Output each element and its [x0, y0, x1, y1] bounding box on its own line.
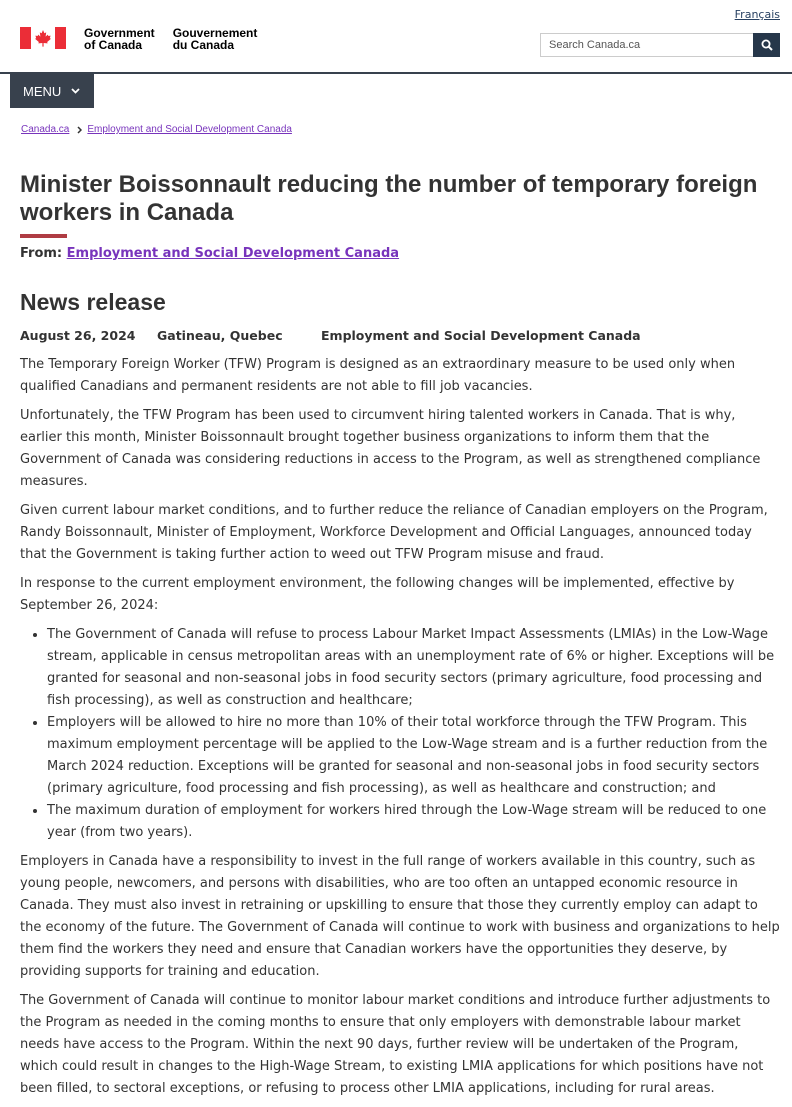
language-toggle-link[interactable]: Français [734, 8, 780, 21]
release-location: Gatineau, Quebec [157, 328, 283, 343]
changes-list [20, 624, 780, 844]
article-paragraph: The Government of Canada will continue to monitor labour market conditions and introduce further adjustments to the Program as needed in the coming months to ensure that only employers with demonstrable labour market needs have access to the Program. Within the next 90 days, further review will be undertaken of the Program, which could result in changes to the High-Wage Stream, to existing LMIA applications for which positions have not been filled, to sectoral exceptions, or refusing to process other LMIA applications, including for rural areas. [20, 993, 771, 1096]
release-department: Employment and Social Development Canada [321, 328, 641, 343]
article-paragraph: Given current labour market conditions, and to further reduce the reliance of Canadian employers on the Program, Randy Boissonnault, Minister of Employment, Workforce Development and Official Languages, announced today that the Government is taking further action to weed out TFW Program misuse and fraud. [20, 503, 768, 562]
from-department-link[interactable]: Employment and Social Development Canada [66, 246, 400, 261]
chevron-down-icon [71, 88, 80, 94]
list-item: • The maximum duration of employment for workers hired through the Low-Wage stream will be reduced to one year (from two years). [47, 800, 780, 844]
breadcrumb [21, 124, 292, 135]
article-paragraph: In response to the current employment environment, the following changes will be implemented, effective by September 26, 2024: [20, 576, 735, 613]
article-paragraph: Unfortunately, the TFW Program has been used to circumvent hiring talented workers in Canada. That is why, earlier this month, Minister Boissonnault brought together business organizations to inform them that the Government of Canada was considering reductions in access to the Program, as well as strengthened compliance measures. [20, 408, 761, 489]
list-item: • Employers will be allowed to hire no more than 10% of their total workforce through the TFW Program. This maximum employment percentage will be applied to the Low-Wage stream and is a further reduction from the March 2024 reduction. Exceptions will be granted for seasonal and non-seasonal jobs in food security sectors (primary agriculture, food processing and fish processing), as well as healthcare and construction; and [47, 712, 780, 800]
release-metadata [20, 328, 641, 343]
search-button[interactable] [753, 33, 780, 57]
title-underline [20, 234, 67, 238]
from-line [20, 246, 399, 261]
chevron-right-icon [77, 126, 82, 134]
signature-fr-line-2: du Canada [172, 38, 235, 52]
release-date: August 26, 2024 [20, 328, 136, 343]
article-paragraph: The Temporary Foreign Worker (TFW) Program is designed as an extraordinary measure to be used only when qualified Canadians and permanent residents are not able to fill job vacancies. [20, 357, 736, 394]
search-form [540, 33, 780, 57]
signature-en-line-2: of Canada [84, 38, 143, 52]
signature-english [84, 27, 155, 51]
article-body [20, 354, 780, 1107]
section-heading: News release [20, 289, 166, 315]
signature-fr-line-1: Gouvernement [172, 26, 258, 40]
menu-label: MENU [23, 83, 62, 99]
from-label: From: [20, 246, 63, 261]
site-header [0, 0, 792, 74]
menu-button[interactable] [10, 74, 94, 108]
canada-flag-icon [20, 27, 66, 49]
signature-french [173, 27, 258, 51]
breadcrumb-link-esdc[interactable]: Employment and Social Development Canada [87, 124, 292, 135]
list-item: • The Government of Canada will refuse to process Labour Market Impact Assessments (LMIAs) in the Low-Wage stream, applicable in census metropolitan areas with an unemployment rate of 6% or higher. Exceptions will be granted for seasonal and non-seasonal jobs in food security sectors (primary agriculture, food processing and fish processing), as well as construction and healthcare; [47, 624, 780, 712]
signature-en-line-1: Government [84, 26, 155, 40]
article-paragraph: Employers in Canada have a responsibility to invest in the full range of workers available in this country, such as young people, newcomers, and persons with disabilities, who are too often an untapped economic resource in Canada. They must also invest in retraining or upskilling to ensure that those they currently employ can adapt to the economy of the future. The Government of Canada will continue to work with business and organizations to help them find the workers they need and ensure that Canadian workers have the opportunities they deserve, by providing supports for training and education. [20, 854, 780, 979]
search-icon [761, 39, 773, 51]
search-input[interactable] [540, 33, 753, 57]
page-title: Minister Boissonnault reducing the number of temporary foreign workers in Canada [20, 171, 758, 226]
government-signature[interactable] [20, 27, 257, 51]
breadcrumb-link-canada[interactable]: Canada.ca [21, 124, 70, 135]
